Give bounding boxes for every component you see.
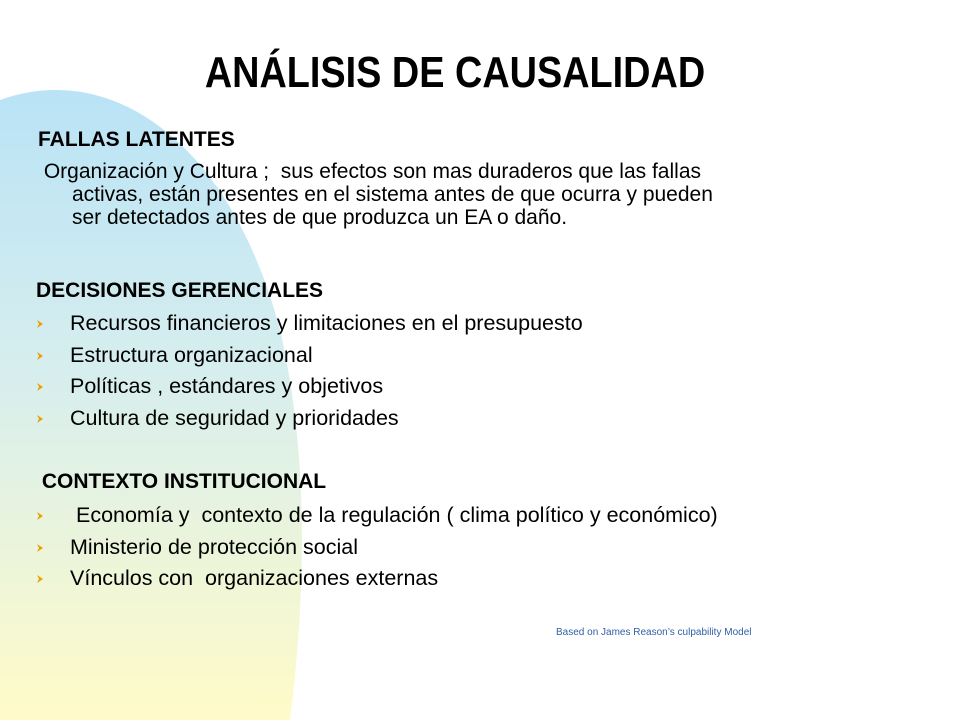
list-item <box>36 308 583 340</box>
management-decisions-heading: DECISIONES GERENCIALES <box>36 279 324 302</box>
list-item-label: Recursos financieros y limitaciones en el presupuesto <box>70 311 583 335</box>
latent-failures-heading: FALLAS LATENTES <box>38 128 235 151</box>
list-item-label: Cultura de seguridad y prioridades <box>70 405 399 430</box>
list-item <box>36 340 583 372</box>
arrow-bullet-icon <box>36 511 45 521</box>
arrow-bullet-icon <box>36 382 45 392</box>
paragraph-line: Organización y Cultura ; sus efectos son mas duraderos que las fallas <box>38 160 701 183</box>
list-item <box>36 500 718 532</box>
list-item <box>36 403 583 435</box>
list-item-label: Estructura organizacional <box>70 342 313 367</box>
list-item <box>36 371 583 403</box>
list-item <box>36 532 718 564</box>
paragraph-line: activas, están presentes en el sistema antes de que ocurra y pueden <box>72 183 713 206</box>
arrow-bullet-icon <box>36 319 45 329</box>
latent-failures-paragraph <box>38 160 898 229</box>
institutional-context-heading: CONTEXTO INSTITUCIONAL <box>36 470 327 493</box>
list-item <box>36 563 718 595</box>
institutional-context-list <box>36 500 718 595</box>
list-item-label: Vínculos con organizaciones externas <box>70 566 439 590</box>
arrow-bullet-icon <box>36 414 45 424</box>
management-decisions-list <box>36 308 583 434</box>
arrow-bullet-icon <box>36 543 45 553</box>
arrow-bullet-icon <box>36 351 45 361</box>
list-item-label: Economía y contexto de la regulación ( clima político y económico) <box>70 503 718 527</box>
list-item-label: Ministerio de protección social <box>70 534 358 559</box>
list-item-label: Políticas , estándares y objetivos <box>70 374 384 398</box>
paragraph-line: ser detectados antes de que produzca un EA o daño. <box>72 206 568 229</box>
source-credit: Based on James Reason’s culpability Model <box>556 627 752 638</box>
arrow-bullet-icon <box>36 574 45 584</box>
slide-title: ANÁLISIS DE CAUSALIDAD <box>204 48 706 97</box>
